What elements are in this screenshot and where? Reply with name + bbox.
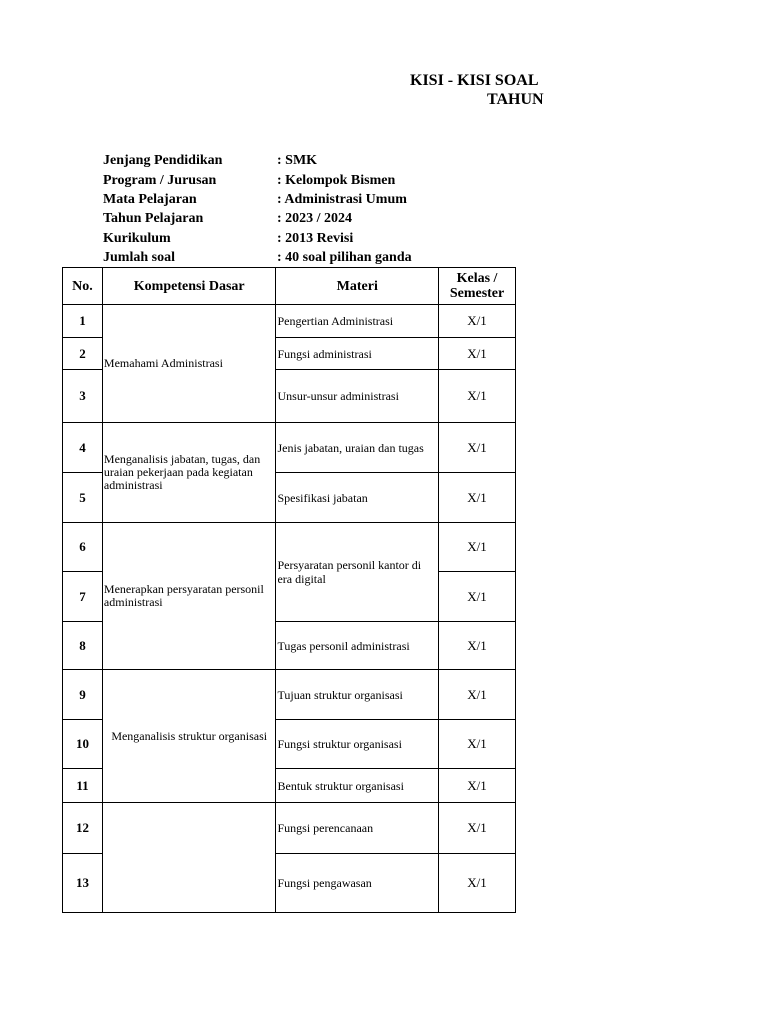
row-number: 11 <box>63 769 103 803</box>
info-label: Program / Jurusan <box>103 173 217 188</box>
row-number: 2 <box>63 338 103 370</box>
header-materi: Materi <box>276 268 439 305</box>
header-kelas-semester: Kelas / Semester <box>439 268 516 305</box>
info-value: : Kelompok Bismen <box>277 173 396 188</box>
kelas-cell: X/1 <box>439 338 516 370</box>
kompetensi-dasar-cell: Menerapkan persyaratan personil administrasi <box>102 523 276 670</box>
document-subtitle: TAHUN <box>487 91 544 108</box>
row-number: 8 <box>63 622 103 670</box>
materi-cell: Jenis jabatan, uraian dan tugas <box>276 423 439 473</box>
document-title: KISI - KISI SOAL <box>410 72 539 89</box>
row-number: 9 <box>63 670 103 720</box>
materi-cell: Tugas personil administrasi <box>276 622 439 670</box>
kisi-kisi-table <box>62 267 516 913</box>
row-number: 13 <box>63 854 103 913</box>
kelas-cell: X/1 <box>439 305 516 338</box>
kelas-cell: X/1 <box>439 803 516 854</box>
header-kompetensi-dasar: Kompetensi Dasar <box>102 268 276 305</box>
table-row <box>63 305 516 338</box>
kelas-cell: X/1 <box>439 854 516 913</box>
kompetensi-dasar-cell: Memahami Administrasi <box>102 305 276 423</box>
row-number: 1 <box>63 305 103 338</box>
kelas-cell: X/1 <box>439 622 516 670</box>
table-row <box>63 423 516 473</box>
info-label: Tahun Pelajaran <box>103 211 204 226</box>
kompetensi-dasar-cell: Menganalisis struktur organisasi <box>102 670 276 803</box>
materi-cell: Fungsi administrasi <box>276 338 439 370</box>
info-label: Kurikulum <box>103 231 171 246</box>
table-header-row <box>63 268 516 305</box>
info-label: Mata Pelajaran <box>103 192 197 207</box>
kompetensi-dasar-cell: Menganalisis jabatan, tugas, dan uraian pekerjaan pada kegiatan administrasi <box>102 423 276 523</box>
row-number: 5 <box>63 473 103 523</box>
materi-cell: Unsur-unsur administrasi <box>276 370 439 423</box>
kompetensi-dasar-cell <box>102 803 276 913</box>
materi-cell: Fungsi pengawasan <box>276 854 439 913</box>
info-value: : 2023 / 2024 <box>277 211 353 226</box>
materi-cell: Persyaratan personil kantor di era digital <box>276 523 439 622</box>
table-row <box>63 803 516 854</box>
materi-cell: Pengertian Administrasi <box>276 305 439 338</box>
info-value: : Administrasi Umum <box>277 192 407 207</box>
row-number: 3 <box>63 370 103 423</box>
header-no: No. <box>63 268 103 305</box>
materi-cell: Bentuk struktur organisasi <box>276 769 439 803</box>
table-row <box>63 523 516 572</box>
table-row <box>63 670 516 720</box>
materi-cell: Tujuan struktur organisasi <box>276 670 439 720</box>
info-label: Jenjang Pendidikan <box>103 153 223 168</box>
kelas-cell: X/1 <box>439 523 516 572</box>
row-number: 10 <box>63 720 103 769</box>
kelas-cell: X/1 <box>439 473 516 523</box>
materi-cell: Fungsi struktur organisasi <box>276 720 439 769</box>
materi-cell: Fungsi perencanaan <box>276 803 439 854</box>
row-number: 12 <box>63 803 103 854</box>
materi-cell: Spesifikasi jabatan <box>276 473 439 523</box>
kelas-cell: X/1 <box>439 720 516 769</box>
row-number: 6 <box>63 523 103 572</box>
row-number: 4 <box>63 423 103 473</box>
info-value: : 40 soal pilihan ganda <box>277 250 412 265</box>
row-number: 7 <box>63 572 103 622</box>
info-value: : SMK <box>277 153 318 168</box>
kelas-cell: X/1 <box>439 423 516 473</box>
kelas-cell: X/1 <box>439 769 516 803</box>
kelas-cell: X/1 <box>439 670 516 720</box>
info-value: : 2013 Revisi <box>277 231 354 246</box>
info-label: Jumlah soal <box>103 250 175 265</box>
kelas-cell: X/1 <box>439 370 516 423</box>
kelas-cell: X/1 <box>439 572 516 622</box>
